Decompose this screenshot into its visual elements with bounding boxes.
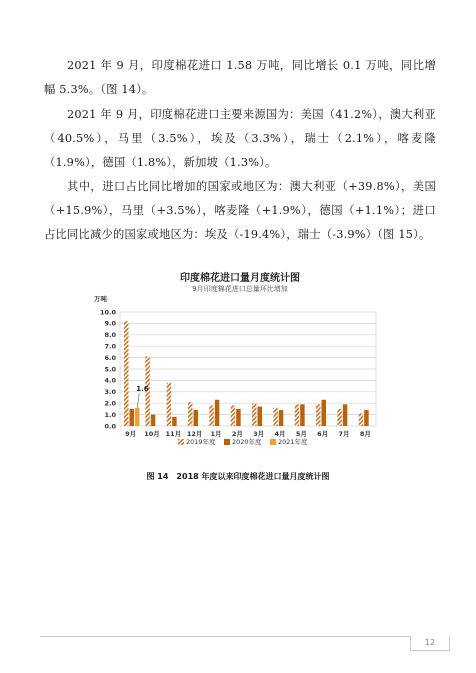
y-tick-label: 1.0 [104, 410, 116, 419]
x-tick-label: 1月 [210, 430, 222, 438]
x-tick-label: 9月 [125, 430, 137, 438]
x-tick-label: 4月 [274, 430, 286, 438]
y-axis-label: 万吨 [94, 295, 107, 303]
paragraph-share-changes: 其中，进口占比同比增加的国家或地区为：澳大利亚（+39.8%），美国（+15.9%），马里（+3.5%），喀麦隆（+1.9%），德国（+1.1%）；进口占比同比减少的国家或地区为：埃及（-19.4%），瑞士（-3.9%）（图 15）。 [44, 180, 436, 241]
legend-label: 2020年度 [232, 438, 262, 446]
annotation-leader [137, 393, 139, 408]
bar-2020 [322, 400, 327, 426]
bar-2019 [273, 408, 278, 426]
bar-2019 [252, 403, 257, 426]
y-tick-label: 4.0 [104, 376, 116, 385]
legend-label: 2019年度 [186, 438, 216, 446]
bar-2020 [258, 407, 263, 426]
bar-2019 [167, 383, 172, 426]
bar-2020 [215, 400, 220, 426]
paragraph-source-countries: 2021 年 9 月，印度棉花进口主要来源国为：美国（41.2%），澳大利亚（40.5%），马里（3.5%），埃及（3.3%），瑞士（2.1%），喀麦隆（1.9%），德国（1.8%），新加坡（1.3%）。 [44, 108, 436, 169]
y-tick-label: 9.0 [104, 319, 116, 328]
y-tick-label: 3.0 [104, 388, 116, 397]
chart-legend [178, 437, 308, 446]
bar-2020 [364, 410, 369, 426]
x-tick-label: 7月 [338, 430, 350, 438]
bar-2020 [151, 415, 156, 426]
figure-caption: 图 14 2018 年度以来印度棉花进口量月度统计图 [146, 472, 330, 481]
bar-2019 [124, 321, 129, 426]
chart-subtitle: 9月印度棉花进口总量环比增加 [192, 285, 288, 293]
x-tick-label: 11月 [165, 430, 182, 438]
paragraph-import-volume: 2021 年 9 月，印度棉花进口 1.58 万吨，同比增长 0.1 万吨，同比增幅 5.3%。（图 14）。 [44, 59, 436, 96]
y-tick-label: 2.0 [104, 399, 116, 408]
page-number: 12 [410, 636, 450, 651]
x-tick-label: 2月 [231, 430, 243, 438]
legend-swatch [178, 439, 184, 445]
x-tick-label: 10月 [144, 430, 160, 438]
bar-2020 [279, 410, 284, 426]
y-tick-label: 5.0 [104, 365, 116, 374]
bar-2020 [343, 404, 348, 426]
bar-2019 [188, 402, 193, 426]
chart-svg [90, 268, 390, 468]
y-tick-label: 7.0 [104, 342, 116, 351]
x-tick-label: 8月 [359, 430, 371, 438]
import-volume-chart [90, 268, 390, 468]
bar-2019 [359, 413, 364, 426]
bar-2020 [130, 409, 135, 426]
x-tick-label: 5月 [295, 430, 307, 438]
bar-2019 [337, 409, 342, 426]
footer-rule [40, 636, 410, 637]
bar-2019 [231, 405, 236, 426]
bar-2020 [194, 410, 199, 426]
bars [124, 321, 369, 426]
x-tick-labels [125, 430, 371, 438]
chart-title: 印度棉花进口量月度统计图 [180, 273, 300, 284]
y-tick-labels [100, 308, 117, 430]
bar-2019 [316, 404, 321, 426]
y-tick-label: 8.0 [104, 331, 116, 340]
x-tick-label: 12月 [186, 430, 203, 438]
bar-2021 [135, 408, 140, 426]
legend-label: 2021年度 [278, 438, 308, 446]
bar-2020 [172, 417, 177, 426]
legend-swatch [224, 439, 230, 445]
legend-swatch [270, 439, 276, 445]
annotation-label: 1.6 [136, 384, 149, 393]
bar-2020 [300, 404, 305, 426]
bar-2020 [236, 409, 241, 426]
bar-2019 [209, 405, 214, 426]
y-tick-label: 10.0 [99, 308, 116, 317]
x-tick-label: 3月 [253, 430, 265, 438]
x-tick-label: 6月 [317, 430, 329, 438]
bar-2019 [295, 404, 300, 426]
y-tick-label: 6.0 [104, 353, 116, 362]
y-tick-label: 0.0 [104, 422, 116, 431]
